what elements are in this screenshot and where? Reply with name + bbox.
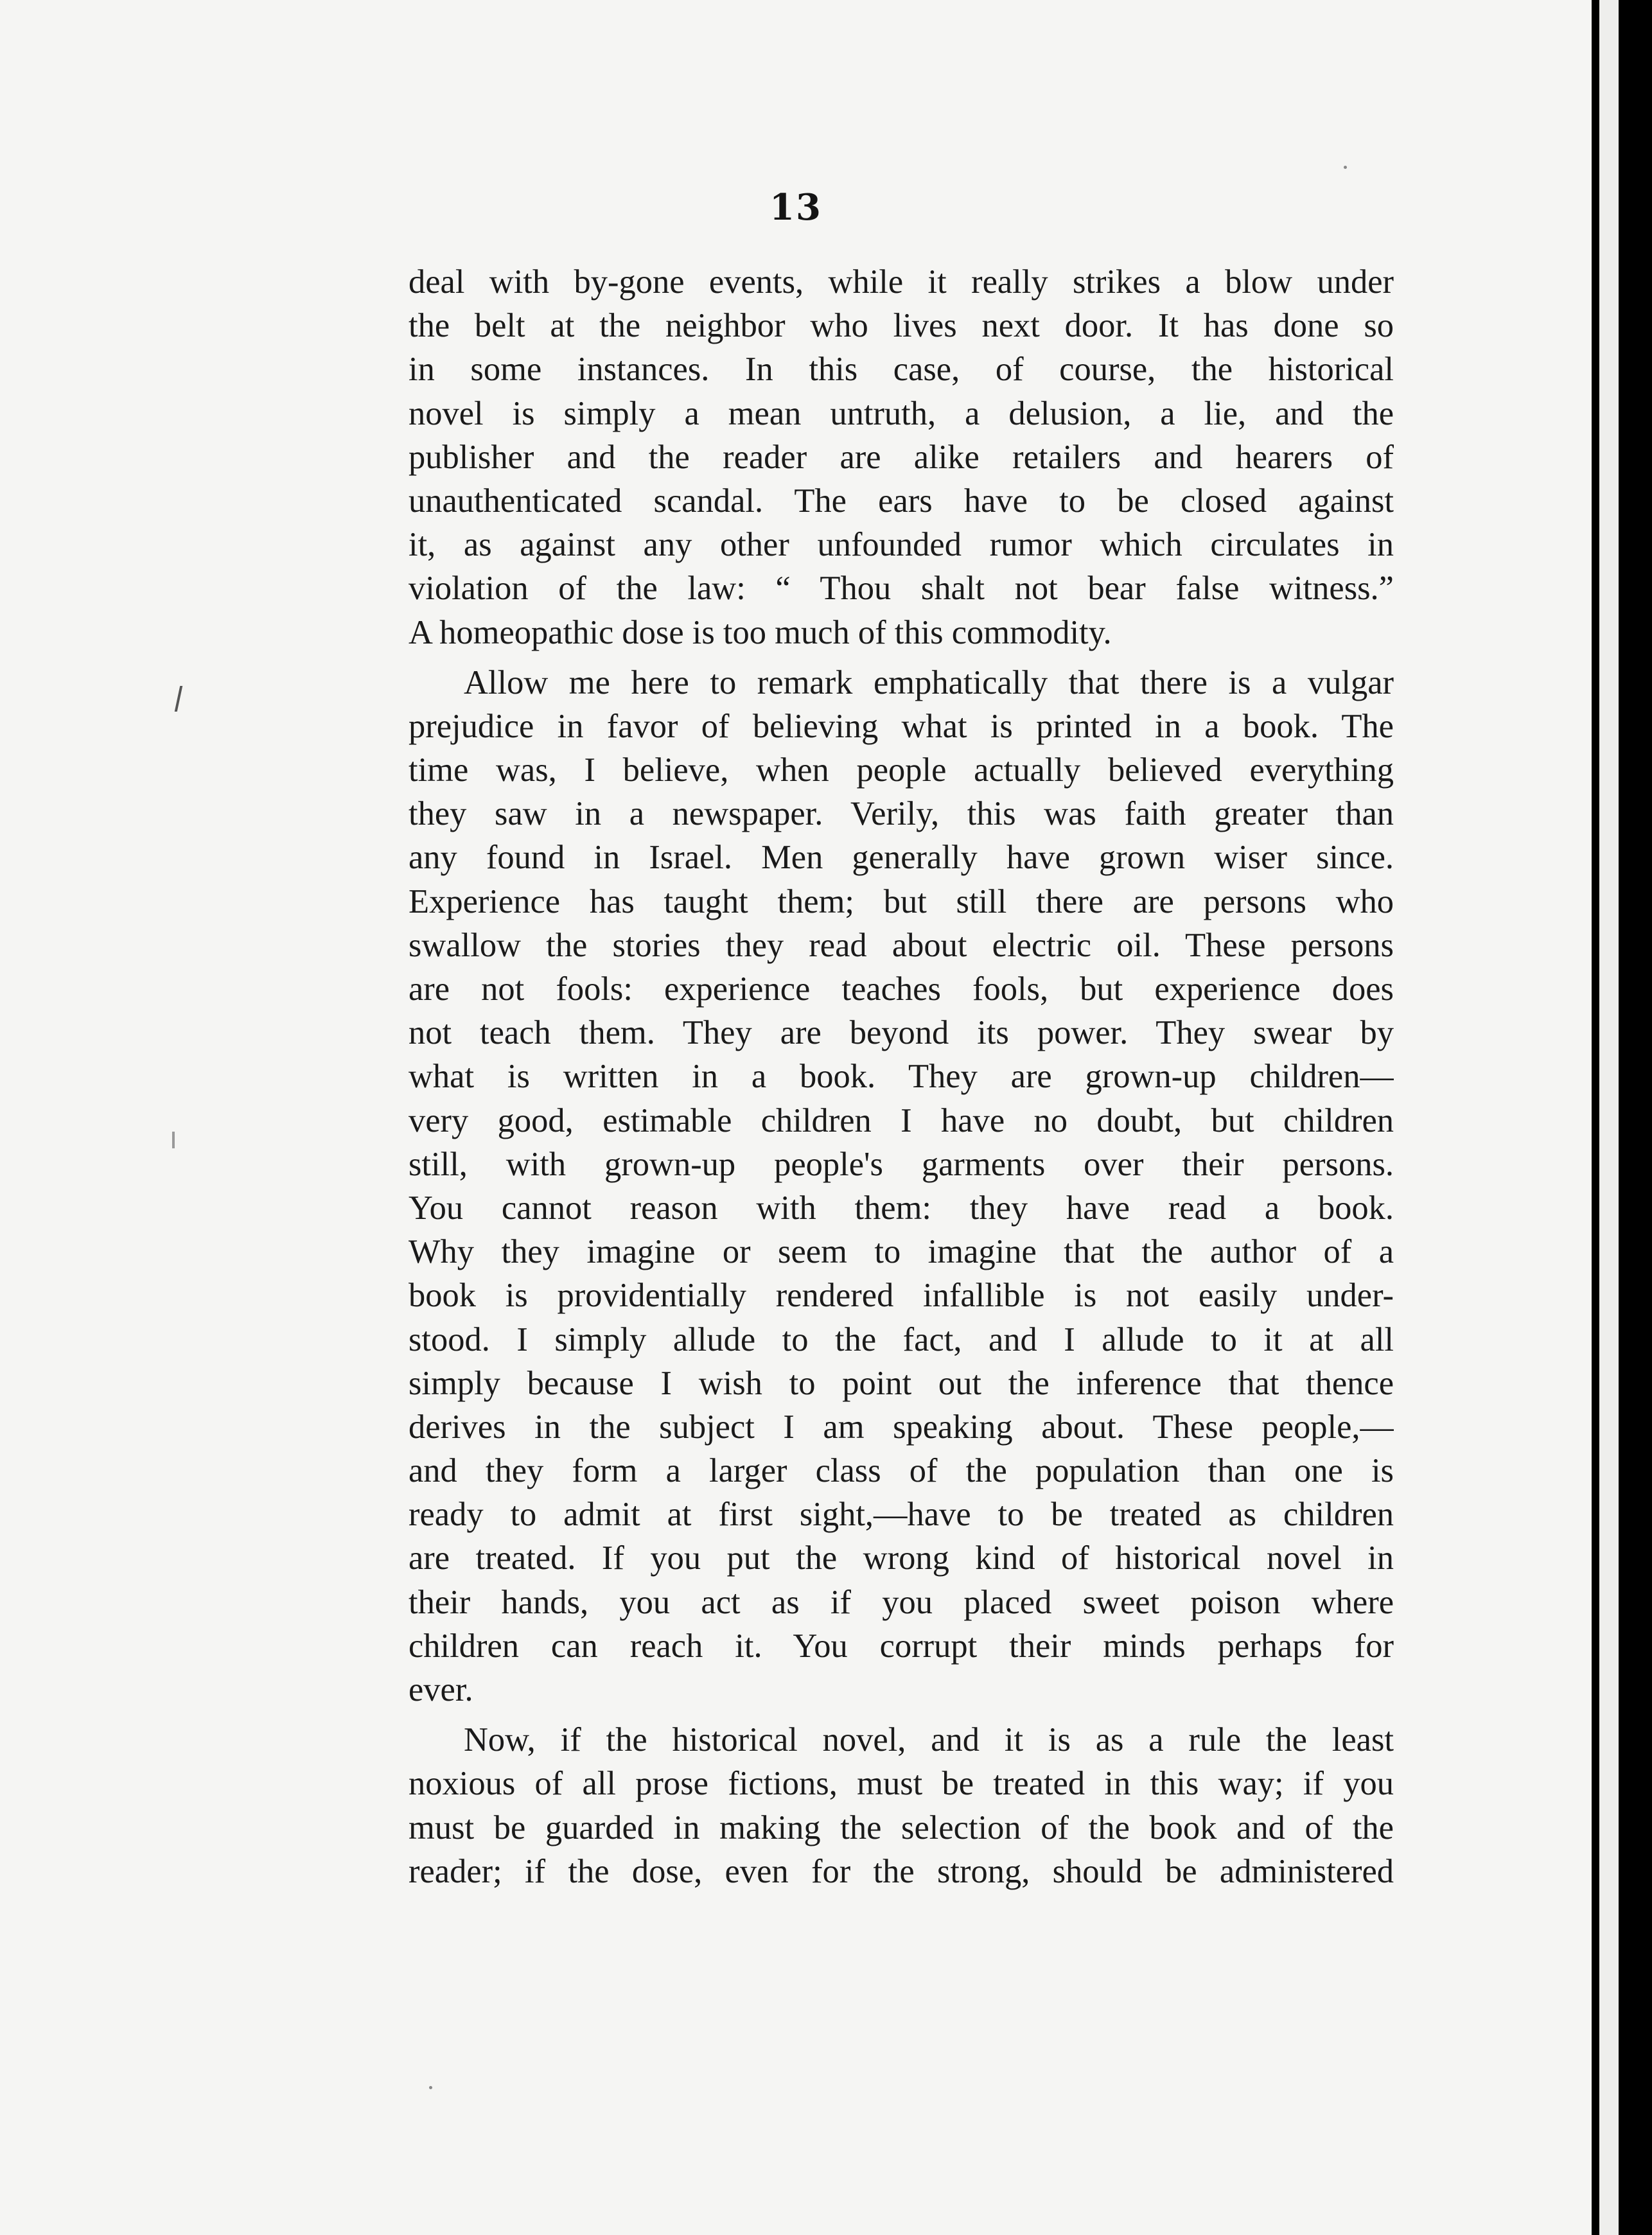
text-line: novel is simply a mean untruth, a delusion, a lie, and the [409, 394, 1394, 432]
page-edge [1599, 0, 1619, 2235]
text-line: still, with grown-up people's garments over their persons. [409, 1145, 1394, 1183]
text-line: derives in the subject I am speaking about. These people,— [409, 1408, 1394, 1446]
text-line: children can reach it. You corrupt their minds perhaps for [409, 1627, 1394, 1665]
text-line: it, as against any other unfounded rumor which circulates in [409, 526, 1394, 564]
text-line: the belt at the neighbor who lives next door. It has done so [409, 307, 1394, 345]
margin-mark [175, 686, 183, 712]
text-line: Why they imagine or seem to imagine that the author of a [409, 1233, 1394, 1271]
text-line: Experience has taught them; but still there are persons who [409, 882, 1394, 920]
text-line: violation of the law: “ Thou shalt not bear false witness.” [409, 570, 1394, 608]
text-line: very good, estimable children I have no doubt, but children [409, 1101, 1394, 1139]
text-line: unauthenticated scandal. The ears have to be closed against [409, 482, 1394, 520]
text-line: in some instances. In this case, of course, the historical [409, 351, 1394, 389]
text-line: any found in Israel. Men generally have grown wiser since. [409, 839, 1394, 877]
body-text [409, 260, 1394, 1893]
dust-speck [1344, 166, 1347, 169]
text-line: they saw in a newspaper. Verily, this was faith greater than [409, 795, 1394, 833]
text-line: prejudice in favor of believing what is printed in a book. The [409, 707, 1394, 745]
text-line: swallow the stories they read about electric oil. These persons [409, 926, 1394, 964]
paragraph-first-line: Now, if the historical novel, and it is as a rule the least [464, 1721, 1394, 1759]
margin-mark [172, 1132, 175, 1148]
dust-speck [429, 2086, 432, 2089]
text-line: stood. I simply allude to the fact, and I allude to it at all [409, 1320, 1394, 1358]
text-line: ready to admit at first sight,—have to be treated as children [409, 1496, 1394, 1534]
text-line: book is providentially rendered infallible is not easily under- [409, 1277, 1394, 1315]
text-line: You cannot reason with them: they have read a book. [409, 1189, 1394, 1227]
text-line: not teach them. They are beyond its power. They swear by [409, 1014, 1394, 1052]
page-number: 13 [769, 186, 822, 229]
text-line: A homeopathic dose is too much of this commodity. [409, 613, 1112, 651]
paragraph-first-line: Allow me here to remark emphatically that there is a vulgar [464, 663, 1394, 701]
text-line: simply because I wish to point out the inference that thence [409, 1364, 1394, 1402]
text-line: time was, I believe, when people actually believed everything [409, 751, 1394, 789]
text-line: and they form a larger class of the population than one is [409, 1452, 1394, 1490]
text-line: their hands, you act as if you placed sweet poison where [409, 1583, 1394, 1621]
text-line: deal with by-gone events, while it really strikes a blow under [409, 263, 1394, 301]
text-line: are not fools: experience teaches fools, but experience does [409, 970, 1394, 1008]
text-line: publisher and the reader are alike retailers and hearers of [409, 438, 1394, 476]
text-line: noxious of all prose fictions, must be treated in this way; if you [409, 1765, 1394, 1803]
text-line: are treated. If you put the wrong kind of historical novel in [409, 1539, 1394, 1577]
text-line: reader; if the dose, even for the strong, should be administered [409, 1852, 1394, 1890]
text-line: must be guarded in making the selection of the book and of the [409, 1809, 1394, 1846]
text-line: ever. [409, 1671, 473, 1708]
text-line: what is written in a book. They are grown-up children— [409, 1058, 1394, 1096]
